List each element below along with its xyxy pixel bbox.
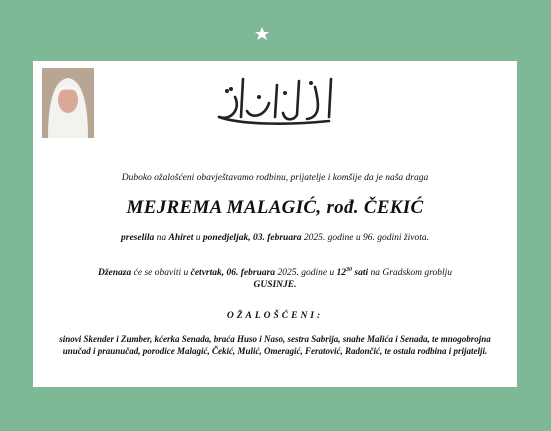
mourners-list: sinovi Skender i Zumber, kćerka Senada, braća Huso i Naso, sestra Sabrija, snahe Malića i Senada, te mnogobrojna unučad i praunučad, porodice Malagić, Čekić, Mulić, Omeragić, Feratović, Radončić, te ostala rodbina i prijatelji. [59, 334, 491, 356]
funeral-line: Dženaza će se obaviti u četvrtak, 06. februara 2025. godine u $12^{30}$ sati na Gradskom groblju [98, 267, 452, 279]
intro-text: Duboko ožalošćeni obavještavamo rodbinu, prijatelje i komšije da je naša draga [121, 173, 429, 183]
mourners-title: OŽALOŠĆENI: [226, 311, 324, 321]
arabic-calligraphy [211, 73, 341, 131]
obituary-card [33, 61, 517, 387]
funeral-place: GUSINJE. [253, 280, 297, 290]
crescent-star-icon [254, 7, 302, 55]
portrait-photo [42, 68, 94, 138]
deceased-name: MEJREMA MALAGIĆ, rođ. ČEKIĆ [126, 197, 424, 218]
passing-line: preselila na Ahiret u ponedjeljak, 03. februara 2025. godine u 96. godini života. [121, 233, 429, 243]
